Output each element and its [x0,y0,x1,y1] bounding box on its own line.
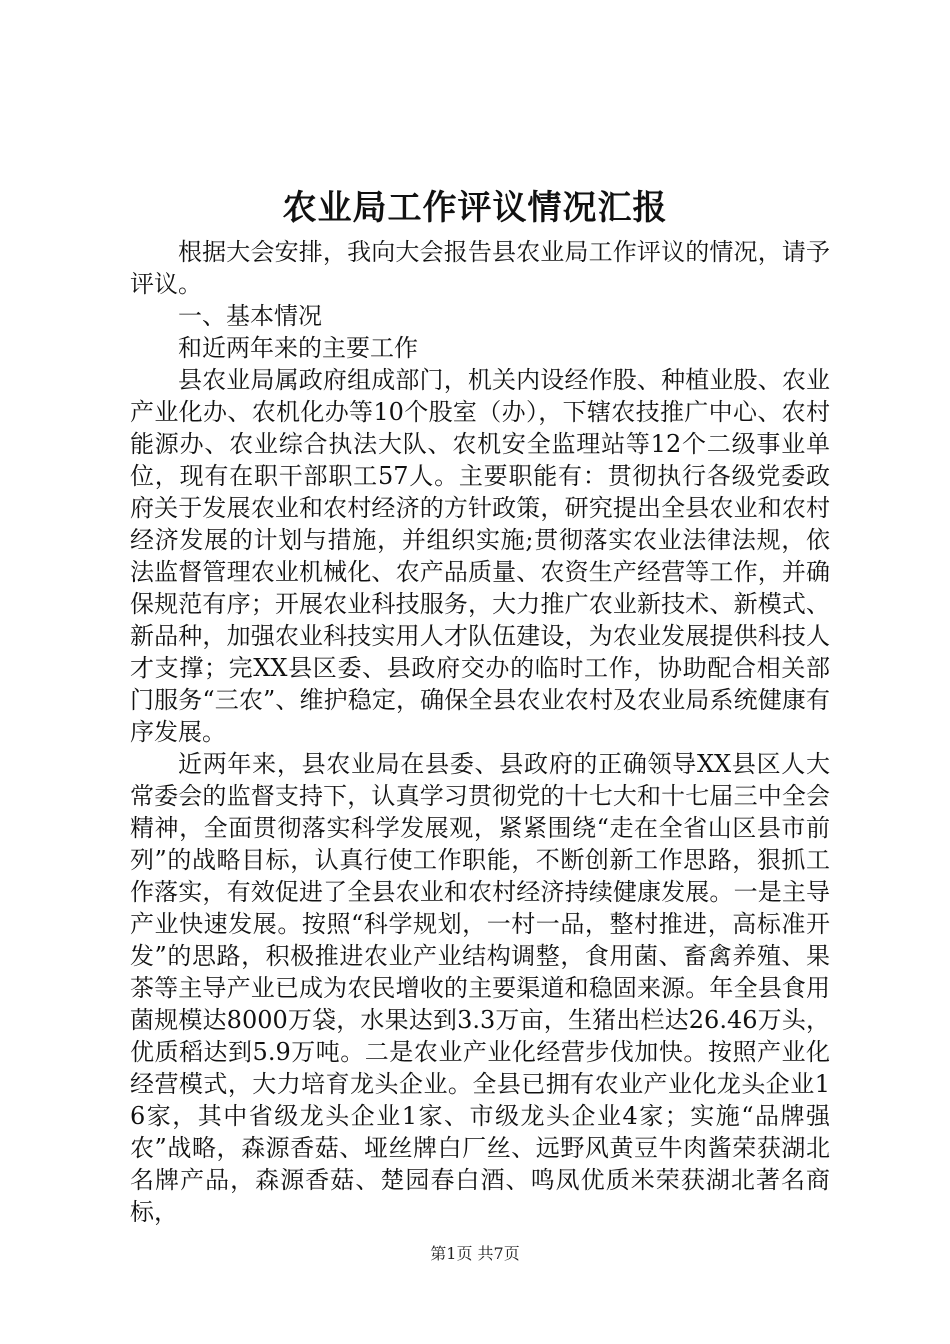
document-title: 农业局工作评议情况汇报 [282,188,668,228]
paragraph-basic-info: 县农业局属政府组成部门，机关内设经作股、种植业股、农业产业化办、农机化办等10个股室（办），下辖农技推广中心、农村能源办、农业综合执法大队、农机安全监理站等12个二级事业单位，现有在职干部职工57人。主要职能有：贯彻执行各级党委政府关于发展农业和农村经济的方针政策，研究提出全县农业和农村经济发展的计划与措施，并组织实施;贯彻落实农业法律法规，依法监督管理农业机械化、农产品质量、农资生产经营等工作，并确保规范有序；开展农业科技服务，大力推广农业新技术、新模式、新品种，加强农业科技实用人才队伍建设，为农业发展提供科技人才支撑；完XX县区委、县政府交办的临时工作，协助配合相关部门服务“三农”、维护稳定，确保全县农业农村及农业局系统健康有序发展。 [130,366,830,746]
page-footer: 第1页 共7页 [430,1244,520,1263]
paragraph-section-subheading: 和近两年来的主要工作 [178,334,418,362]
paragraph-section-heading: 一、基本情况 [178,302,322,330]
document-body [130,236,830,1228]
paragraph-intro: 根据大会安排，我向大会报告县农业局工作评议的情况，请予评议。 [130,238,830,298]
paragraph-recent-work: 近两年来，县农业局在县委、县政府的正确领导XX县区人大常委会的监督支持下，认真学习贯彻党的十七大和十七届三中全会精神，全面贯彻落实科学发展观，紧紧围绕“走在全省山区县市前列”的战略目标，认真行使工作职能，不断创新工作思路，狠抓工作落实，有效促进了全县农业和农村经济持续健康发展。一是主导产业快速发展。按照“科学规划，一村一品，整村推进，高标准开发”的思路，积极推进农业产业结构调整，食用菌、畜禽养殖、果茶等主导产业已成为农民增收的主要渠道和稳固来源。年全县食用菌规模达8000万袋，水果达到3.3万亩，生猪出栏达26.46万头，优质稻达到5.9万吨。二是农业产业化经营步伐加快。按照产业化经营模式，大力培育龙头企业。全县已拥有农业产业化龙头企业16家，其中省级龙头企业1家、市级龙头企业4家；实施“品牌强农”战略，森源香菇、垭丝牌白厂丝、远野风黄豆牛肉酱荣获湖北名牌产品，森源香菇、楚园春白酒、鸣凤优质米荣获湖北著名商标， [130,750,830,1226]
